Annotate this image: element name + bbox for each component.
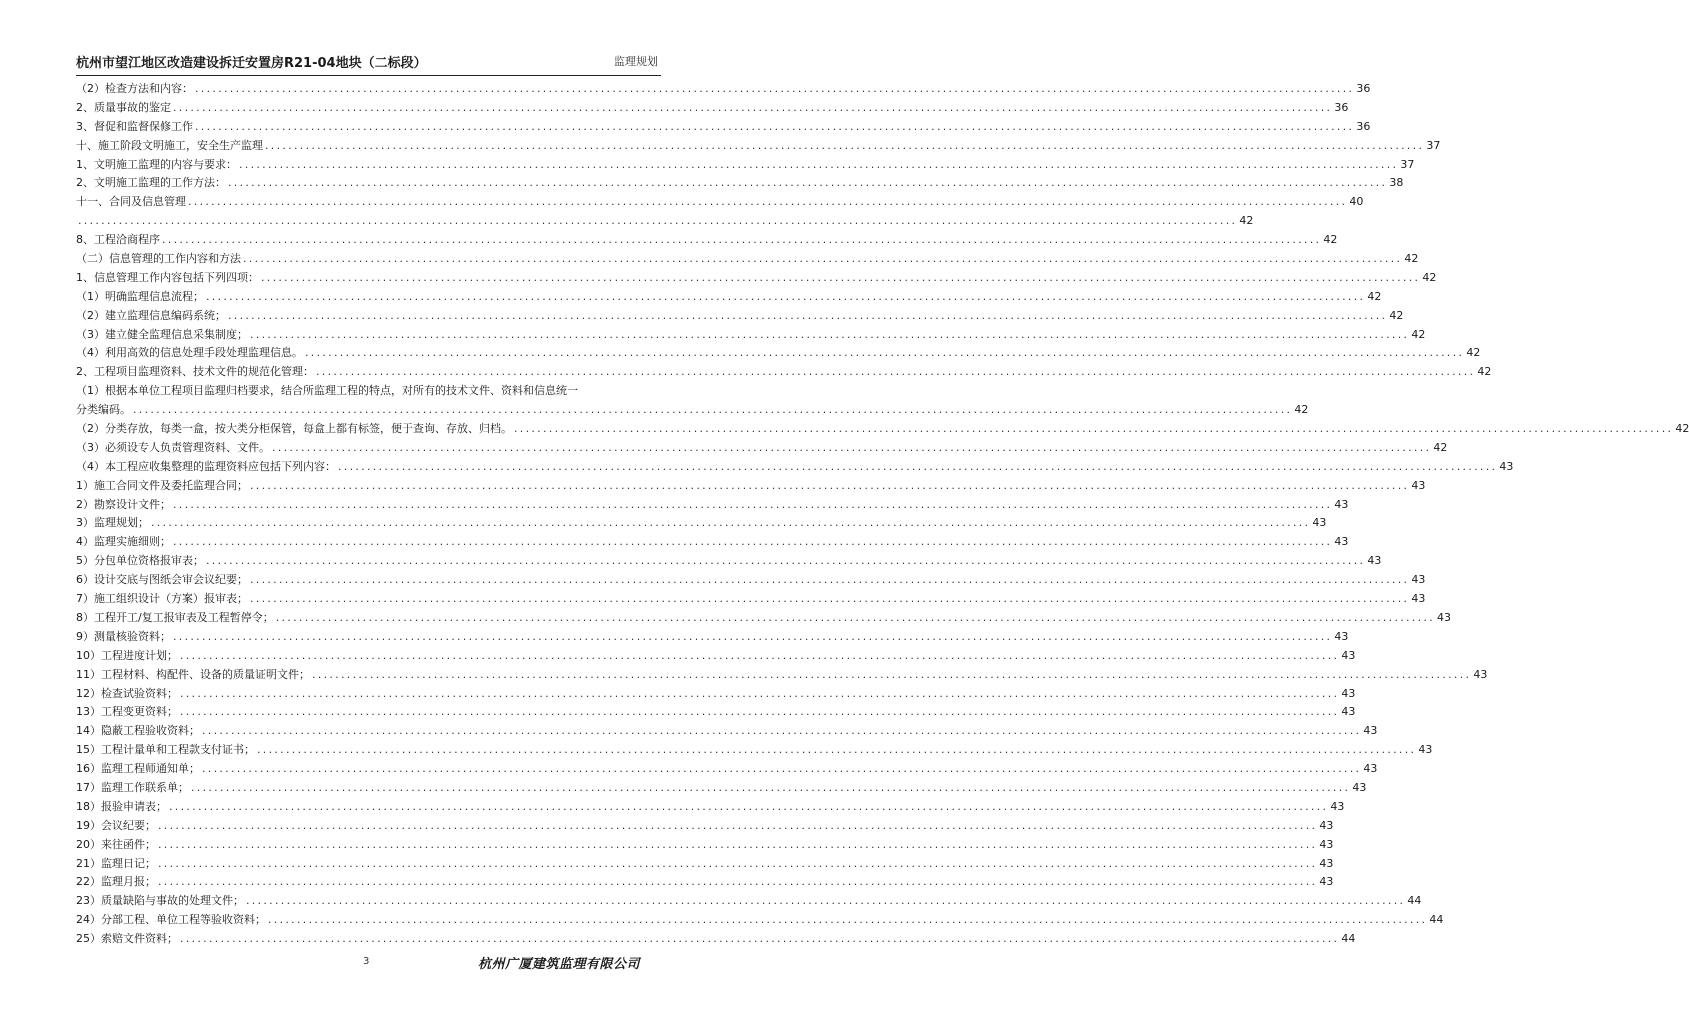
toc-dot-leader: ........................................................................................................................................................................................................: [239, 157, 1399, 171]
toc-entry-title: （2）建立监理信息编码系统；: [76, 308, 226, 322]
company-name: 杭州广厦建筑监理有限公司: [477, 957, 640, 972]
toc-entry-page: 43: [1341, 686, 1356, 700]
toc-entry-page: 43: [1437, 610, 1452, 624]
toc-entry[interactable]: [76, 590, 1426, 609]
toc-dot-leader: ........................................................................................................................................................................................................: [338, 459, 1498, 473]
toc-dot-leader: ........................................................................................................................................................................................................: [180, 932, 1340, 946]
toc-entry-page: 43: [1418, 743, 1433, 757]
toc-entry[interactable]: [76, 817, 1334, 836]
toc-dot-leader: ........................................................................................................................................................................................................: [173, 497, 1333, 511]
table-of-contents: [76, 80, 1689, 949]
toc-entry-page: 44: [1341, 932, 1356, 946]
toc-entry-page: 43: [1352, 780, 1367, 794]
toc-entry[interactable]: [76, 609, 1452, 628]
toc-entry-title: 19）会议纪要；: [76, 818, 156, 832]
toc-dot-leader: ........................................................................................................................................................................................................: [180, 648, 1340, 662]
toc-entry-page: 43: [1499, 459, 1514, 473]
toc-entry-title: 17）监理工作联系单；: [76, 780, 189, 794]
toc-entry-page: 42: [1675, 422, 1689, 436]
toc-entry-title: 6）设计交底与图纸会审会议纪要；: [76, 573, 248, 587]
toc-entry-title: 1、文明施工监理的内容与要求：: [76, 157, 237, 171]
toc-entry-page: 43: [1341, 648, 1356, 662]
toc-entry[interactable]: [76, 439, 1448, 458]
toc-entry[interactable]: [76, 99, 1349, 118]
toc-entry-title: 24）分部工程、单位工程等验收资料；: [76, 913, 266, 927]
toc-entry[interactable]: [76, 722, 1378, 741]
toc-entry-title: 8）工程开工/复工报审表及工程暂停令；: [76, 610, 274, 624]
toc-entry-page: 37: [1426, 138, 1441, 152]
toc-dot-leader: ........................................................................................................................................................................................................: [151, 516, 1311, 530]
toc-dot-leader: ........................................................................................................................................................................................................: [180, 705, 1340, 719]
toc-entry-title: （3）建立健全监理信息采集制度；: [76, 327, 248, 341]
toc-entry-page: 43: [1363, 724, 1378, 738]
toc-dot-leader: ........................................................................................................................................................................................................: [173, 629, 1333, 643]
toc-entry[interactable]: [76, 326, 1426, 345]
toc-entry-page: 42: [1422, 270, 1437, 284]
toc-entry[interactable]: [76, 760, 1378, 779]
toc-entry-title: 8、工程洽商程序: [76, 233, 160, 247]
toc-entry-title: 3、督促和监督保修工作: [76, 119, 193, 133]
toc-entry[interactable]: [76, 628, 1349, 647]
toc-entry-page: 43: [1411, 573, 1426, 587]
toc-dot-leader: ........................................................................................................................................................................................................: [202, 724, 1362, 738]
header-divider: [76, 75, 661, 76]
toc-entry[interactable]: [76, 930, 1356, 949]
toc-dot-leader: ........................................................................................................................................................................................................: [261, 270, 1421, 284]
toc-entry-page: 43: [1411, 592, 1426, 606]
toc-entry-title: 22）监理月报；: [76, 875, 156, 889]
toc-entry-title: （2）分类存放，每类一盒，按大类分柜保管，每盒上都有标签，便于查询、存放、归档。: [76, 422, 512, 436]
toc-entry[interactable]: [76, 118, 1371, 137]
toc-entry-title: 15）工程计量单和工程款支付证书；: [76, 743, 255, 757]
toc-entry-title: 1）施工合同文件及委托监理合同；: [76, 478, 248, 492]
toc-dot-leader: ........................................................................................................................................................................................................: [206, 554, 1366, 568]
toc-entry[interactable]: [76, 193, 1364, 212]
document-title: 杭州市望江地区改造建设拆迁安置房R21-04地块（二标段）: [76, 56, 427, 71]
toc-entry-page: 43: [1367, 554, 1382, 568]
toc-entry-page: 44: [1429, 913, 1444, 927]
toc-entry-page: 44: [1407, 894, 1422, 908]
toc-entry-title: 2、文明施工监理的工作方法：: [76, 176, 226, 190]
toc-entry[interactable]: [76, 80, 1371, 99]
toc-entry[interactable]: [76, 231, 1338, 250]
toc-entry-title: （3）必须设专人负责管理资料、文件。: [76, 440, 270, 454]
toc-entry[interactable]: [76, 892, 1422, 911]
toc-entry[interactable]: [76, 458, 1514, 477]
toc-entry-title: 5）分包单位资格报审表；: [76, 554, 204, 568]
toc-entry[interactable]: [76, 571, 1426, 590]
toc-dot-leader: ........................................................................................................................................................................................................: [250, 592, 1410, 606]
toc-dot-leader: ........................................................................................................................................................................................................: [250, 327, 1410, 341]
toc-entry-page: 42: [1294, 403, 1309, 417]
toc-dot-leader: ........................................................................................................................................................................................................: [305, 346, 1465, 360]
toc-dot-leader: ........................................................................................................................................................................................................: [316, 365, 1476, 379]
toc-dot-leader: ........................................................................................................................................................................................................: [162, 233, 1322, 247]
toc-entry-page: 43: [1363, 762, 1378, 776]
toc-entry-title: （4）本工程应收集整理的监理资料应包括下列内容：: [76, 459, 336, 473]
toc-entry-page: 43: [1319, 875, 1334, 889]
toc-dot-leader: ........................................................................................................................................................................................................: [158, 856, 1318, 870]
toc-dot-leader: ........................................................................................................................................................................................................: [202, 762, 1362, 776]
toc-entry[interactable]: [76, 420, 1689, 439]
toc-dot-leader: ........................................................................................................................................................................................................: [257, 743, 1417, 757]
toc-entry-title: 2、工程项目监理资料、技术文件的规范化管理：: [76, 365, 314, 379]
toc-entry-title: （1）明确监理信息流程；: [76, 289, 204, 303]
toc-dot-leader: ........................................................................................................................................................................................................: [250, 573, 1410, 587]
toc-entry[interactable]: [76, 496, 1349, 515]
toc-entry-page: 43: [1319, 837, 1334, 851]
toc-entry-page: 37: [1400, 157, 1415, 171]
toc-entry-page: 36: [1356, 82, 1371, 95]
toc-entry-page: 36: [1334, 100, 1349, 114]
toc-entry-page: 43: [1341, 705, 1356, 719]
toc-entry[interactable]: [76, 212, 1254, 231]
toc-dot-leader: ........................................................................................................................................................................................................: [228, 176, 1388, 190]
toc-entry-title: 11）工程材料、构配件、设备的质量证明文件；: [76, 667, 310, 681]
toc-dot-leader: ........................................................................................................................................................................................................: [268, 913, 1428, 927]
toc-entry[interactable]: [76, 873, 1334, 892]
toc-entry-title: 1、信息管理工作内容包括下列四项：: [76, 270, 259, 284]
toc-entry[interactable]: [76, 344, 1481, 363]
toc-entry-title: 20）来往函件；: [76, 837, 156, 851]
toc-entry-page: 42: [1389, 308, 1404, 322]
toc-entry[interactable]: [76, 137, 1441, 156]
toc-entry-title: 16）监理工程师通知单；: [76, 762, 200, 776]
toc-entry-page: 36: [1356, 119, 1371, 133]
toc-entry-title: 13）工程变更资料；: [76, 705, 178, 719]
toc-dot-leader: ........................................................................................................................................................................................................: [191, 780, 1351, 794]
toc-entry-title: （二）信息管理的工作内容和方法: [76, 252, 241, 266]
toc-entry[interactable]: [76, 363, 1492, 382]
toc-dot-leader: ........................................................................................................................................................................................................: [265, 138, 1425, 152]
toc-dot-leader: ........................................................................................................................................................................................................: [246, 894, 1406, 908]
toc-dot-leader: ........................................................................................................................................................................................................: [158, 818, 1318, 832]
toc-dot-leader: ........................................................................................................................................................................................................: [195, 82, 1355, 95]
toc-dot-leader: ........................................................................................................................................................................................................: [243, 252, 1403, 266]
toc-dot-leader: ........................................................................................................................................................................................................: [180, 686, 1340, 700]
toc-entry-title: 2、质量事故的鉴定: [76, 100, 171, 114]
toc-dot-leader: ........................................................................................................................................................................................................: [272, 440, 1432, 454]
toc-entry[interactable]: [76, 855, 1334, 874]
toc-entry-page: 43: [1319, 856, 1334, 870]
toc-entry-title: 14）隐蔽工程验收资料；: [76, 724, 200, 738]
toc-dot-leader: ........................................................................................................................................................................................................: [206, 289, 1366, 303]
toc-entry[interactable]: [76, 533, 1349, 552]
toc-dot-leader: ........................................................................................................................................................................................................: [173, 535, 1333, 549]
toc-entry-page: 42: [1433, 440, 1448, 454]
toc-entry-title: 3）监理规划；: [76, 516, 149, 530]
toc-entry-page: 38: [1389, 176, 1404, 190]
toc-dot-leader: ........................................................................................................................................................................................................: [250, 478, 1410, 492]
toc-entry[interactable]: [76, 666, 1488, 685]
toc-entry-page: 42: [1239, 214, 1254, 228]
toc-entry[interactable]: [76, 647, 1356, 666]
toc-dot-leader: ........................................................................................................................................................................................................: [169, 799, 1329, 813]
toc-entry-page: 42: [1411, 327, 1426, 341]
toc-dot-leader: ........................................................................................................................................................................................................: [173, 100, 1333, 114]
toc-entry-title: 分类编码。: [76, 403, 131, 417]
toc-dot-leader: ........................................................................................................................................................................................................: [188, 195, 1348, 209]
toc-dot-leader: ........................................................................................................................................................................................................: [133, 403, 1293, 417]
toc-dot-leader: ........................................................................................................................................................................................................: [275, 610, 1436, 624]
toc-dot-leader: ........................................................................................................................................................................................................: [228, 308, 1388, 322]
toc-entry-page: 42: [1323, 233, 1338, 247]
toc-entry-title: 十一、合同及信息管理: [76, 195, 186, 209]
toc-entry-title: 18）报验申请表；: [76, 799, 167, 813]
toc-entry-page: 42: [1477, 365, 1492, 379]
toc-entry-page: 43: [1319, 818, 1334, 832]
page-number: 3: [363, 956, 370, 967]
toc-entry-title: 9）测量核验资料；: [76, 629, 171, 643]
toc-entry[interactable]: [76, 911, 1444, 930]
toc-entry-page: 43: [1330, 799, 1345, 813]
document-section-label: 监理规划: [614, 55, 658, 68]
toc-dot-leader: ........................................................................................................................................................................................................: [514, 422, 1674, 436]
toc-entry-page: 42: [1466, 346, 1481, 360]
toc-entry-title: 4）监理实施细则；: [76, 535, 171, 549]
toc-entry[interactable]: [76, 779, 1367, 798]
toc-entry-page: 43: [1334, 535, 1349, 549]
toc-entry-title: 2）勘察设计文件；: [76, 497, 171, 511]
page-header: [76, 52, 658, 74]
toc-entry-page: 42: [1367, 289, 1382, 303]
toc-dot-leader: ........................................................................................................................................................................................................: [158, 875, 1318, 889]
toc-entry-page: 42: [1404, 252, 1419, 266]
toc-entry[interactable]: [76, 382, 661, 401]
toc-entry[interactable]: [76, 156, 1415, 175]
toc-entry[interactable]: [76, 798, 1345, 817]
toc-entry[interactable]: [76, 288, 1382, 307]
toc-entry-title: （1）根据本单位工程项目监理归档要求，结合所监理工程的特点，对所有的技术文件、资料和信息统一: [76, 384, 578, 398]
toc-dot-leader: ........................................................................................................................................................................................................: [195, 119, 1355, 133]
toc-entry-page: 43: [1411, 478, 1426, 492]
toc-entry[interactable]: [76, 269, 1437, 288]
toc-entry[interactable]: [76, 250, 1419, 269]
toc-entry-page: 40: [1349, 195, 1364, 209]
toc-entry[interactable]: [76, 703, 1356, 722]
toc-entry[interactable]: [76, 174, 1404, 193]
toc-entry[interactable]: [76, 685, 1356, 704]
toc-entry[interactable]: [76, 401, 1309, 420]
toc-entry-title: 23）质量缺陷与事故的处理文件；: [76, 894, 244, 908]
toc-entry[interactable]: [76, 477, 1426, 496]
toc-entry[interactable]: [76, 307, 1404, 326]
toc-entry-page: 43: [1334, 497, 1349, 511]
toc-entry-title: （4）利用高效的信息处理手段处理监理信息。: [76, 346, 303, 360]
toc-dot-leader: ........................................................................................................................................................................................................: [158, 837, 1318, 851]
toc-entry-title: 十、施工阶段文明施工，安全生产监理: [76, 138, 263, 152]
toc-entry-page: 43: [1334, 629, 1349, 643]
toc-entry[interactable]: [76, 836, 1334, 855]
toc-entry-title: （2）检查方法和内容：: [76, 82, 193, 95]
toc-entry-title: 10）工程进度计划；: [76, 648, 178, 662]
toc-entry-title: 7）施工组织设计（方案）报审表；: [76, 592, 248, 606]
toc-dot-leader: ........................................................................................................................................................................................................: [78, 214, 1238, 228]
toc-dot-leader: ........................................................................................................................................................................................................: [312, 667, 1472, 681]
toc-entry-title: 12）检查试验资料；: [76, 686, 178, 700]
toc-entry-page: 43: [1312, 516, 1327, 530]
toc-entry[interactable]: [76, 552, 1382, 571]
toc-entry-title: 21）监理日记；: [76, 856, 156, 870]
toc-entry[interactable]: [76, 514, 1327, 533]
toc-entry-title: 25）索赔文件资料；: [76, 932, 178, 946]
toc-entry[interactable]: [76, 741, 1433, 760]
toc-entry-page: 43: [1473, 667, 1488, 681]
